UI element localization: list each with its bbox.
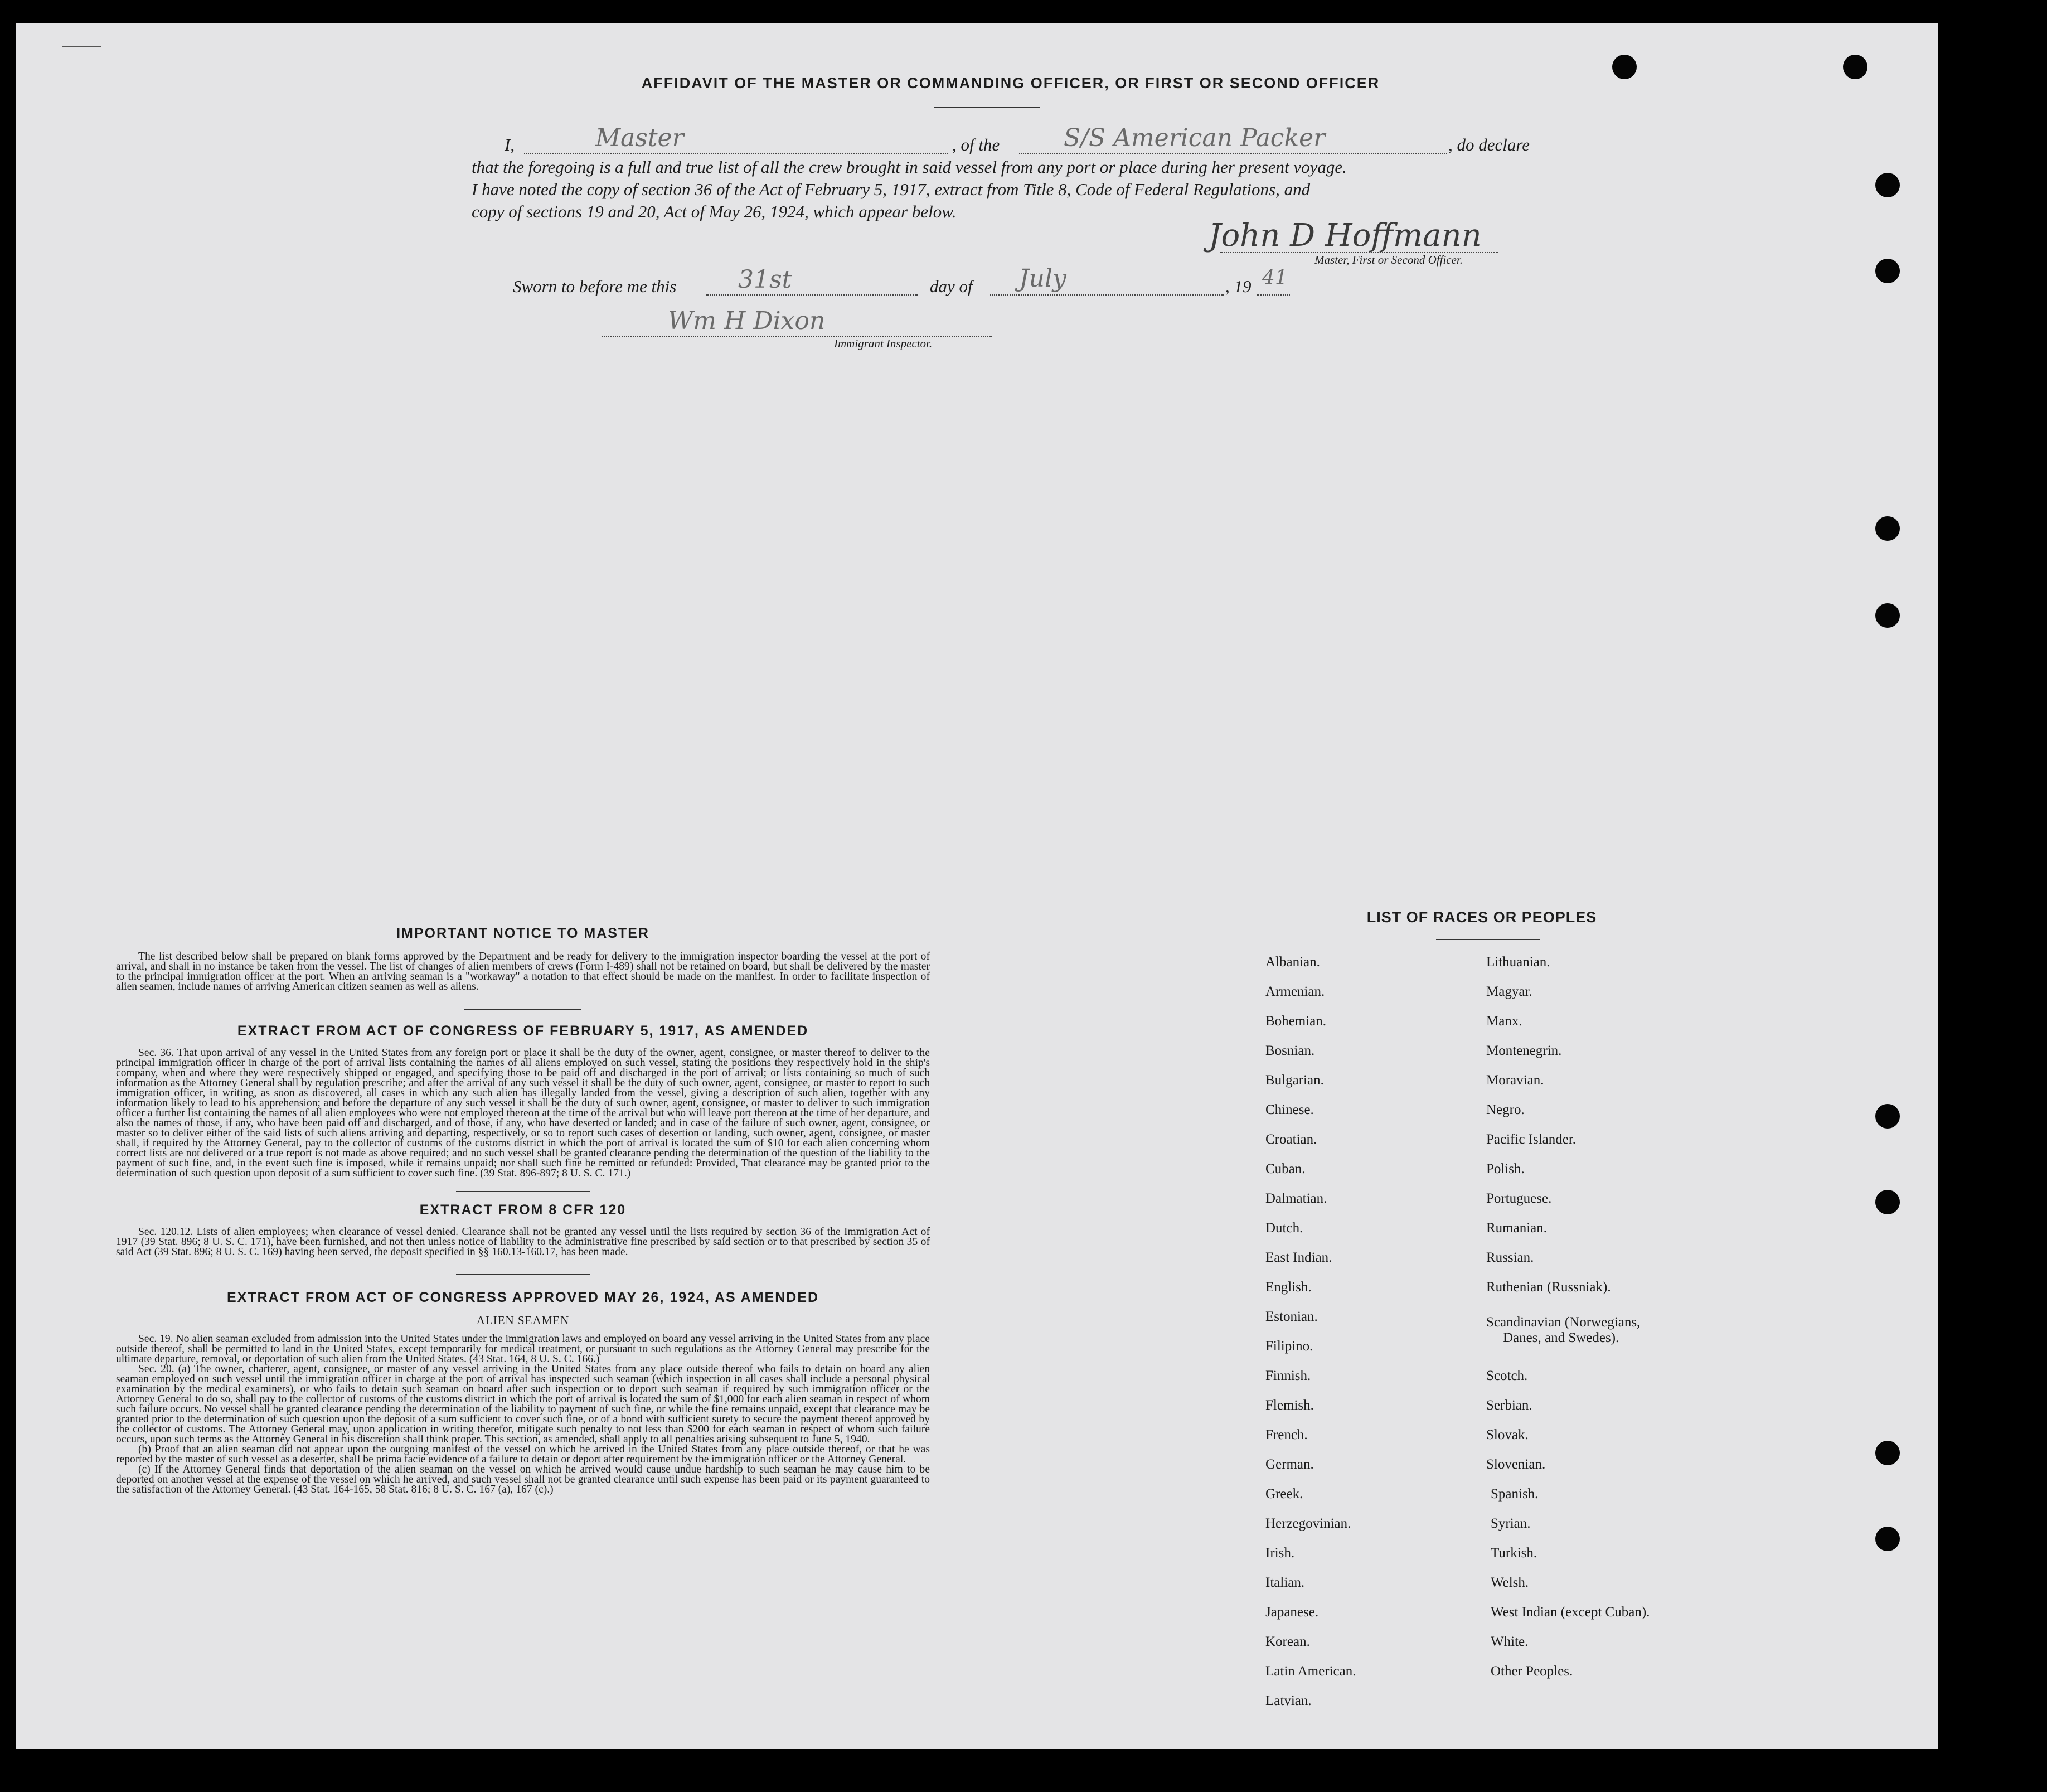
edge-mark: [62, 46, 101, 47]
race-item: English.: [1265, 1280, 1312, 1295]
race-item: Magyar.: [1486, 984, 1532, 999]
race-item: Bosnian.: [1265, 1043, 1315, 1058]
punch-hole: [1843, 55, 1867, 79]
extract-1917-title: EXTRACT FROM ACT OF CONGRESS OF FEBRUARY 5, 1917, AS AMENDED: [237, 1023, 809, 1039]
day-of-label: day of: [930, 277, 973, 296]
race-item: Cuban.: [1265, 1161, 1306, 1176]
form-sheet: [16, 23, 1938, 1749]
race-item: Dalmatian.: [1265, 1191, 1327, 1206]
punch-hole: [1875, 259, 1900, 283]
section-rule: [456, 1274, 590, 1275]
races-title-rule: [1436, 939, 1540, 940]
race-item: Lithuanian.: [1486, 955, 1550, 970]
race-item: Greek.: [1265, 1486, 1303, 1502]
race-item: Finnish.: [1265, 1368, 1311, 1383]
master-signature: John D Hoffmann: [1209, 217, 1482, 254]
races-title: LIST OF RACES OR PEOPLES: [1366, 909, 1597, 926]
race-item: Bohemian.: [1265, 1014, 1327, 1029]
race-item: Spanish.: [1491, 1486, 1539, 1502]
notice-title: IMPORTANT NOTICE TO MASTER: [396, 926, 649, 941]
race-item: Korean.: [1265, 1634, 1310, 1649]
race-item: Albanian.: [1265, 955, 1320, 970]
punch-hole: [1875, 173, 1900, 197]
race-item: Slovenian.: [1486, 1457, 1546, 1472]
race-item: Rumanian.: [1486, 1221, 1548, 1236]
race-item: Turkish.: [1491, 1546, 1537, 1561]
punch-hole: [1875, 1190, 1900, 1214]
handwritten-vessel: S/S American Packer: [1064, 124, 1326, 152]
race-item: Other Peoples.: [1491, 1664, 1573, 1679]
punch-hole: [1875, 1527, 1900, 1551]
race-item: Danes, and Swedes).: [1503, 1330, 1619, 1345]
race-item: Scotch.: [1486, 1368, 1528, 1383]
punch-hole: [1612, 55, 1637, 79]
affidavit-i-label: I,: [505, 135, 515, 154]
extract-cfr-body: Sec. 120.12. Lists of alien employees; when clearance of vessel denied. Clearance shall not be granted any vessel until the lists required by section 36 of the Immigration Act of 1917 (39 Stat. 896; 8 U. S. C. 171), have been furnished, and not then unless notice of liability to the administrative fine prescribed by said section or to that prescribed by section 35 of said Act (39 Stat. 896; 8 U. S. C. 169) having been served, the deposit specified in §§ 160.13-160.17, has been made.: [116, 1226, 930, 1258]
extract-1924-title: EXTRACT FROM ACT OF CONGRESS APPROVED MAY 26, 1924, AS AMENDED: [226, 1290, 819, 1305]
race-item: Polish.: [1486, 1161, 1525, 1176]
race-item: Slovak.: [1486, 1427, 1529, 1442]
handwritten-name: Master: [595, 124, 684, 152]
race-item: Russian.: [1486, 1250, 1534, 1265]
race-item: German.: [1265, 1457, 1314, 1472]
name-line: [524, 153, 948, 154]
notice-body: The list described below shall be prepared on blank forms approved by the Department and be ready for delivery to the immigration inspector boarding the vessel at the port of arrival, and shall in no instance be taken from the vessel. The list of changes of alien members of crews (Form I-489) shall not be retained on board, but shall be delivered by the master to the principal immigration officer at the port. When an arriving seaman is a "workaway" a notation to that effect should be made on the manifest. In order to facilitate inspection of alien seamen, include names of arriving American citizen seamen as well as aliens.: [116, 951, 930, 992]
sec-20a-body: Sec. 20. (a) The owner, charterer, agent, consignee, or master of any vessel arriving in the United States from any place outside thereof who fails to detain on board any alien seaman employed on such vessel until the immigration officer in charge at the port of arrival has inspected such seaman (which inspection in all cases shall include a personal physical examination by the medical examiners), or who fails to detain such seaman on board after such inspection or to deport such seaman if required by such immigration officer or the Attorney General to do so, shall pay to the collector of customs of the customs district in which the port of arrival is located the sum of $1,000 for each alien seaman in respect of whom such failure occurs. No vessel shall be granted clearance pending the determination of the liability to payment of such fine, or while the fine remains unpaid, except that clearance may be granted prior to the determination of such question upon the deposit of a sum sufficient to cover such fine, or of a bond with sufficient surety to secure the payment thereof approved by the collector of customs. The Attorney General may, upon application in writing therefor, mitigate such penalty to not less than $200 for each seaman in respect of whom such failure occurs, upon such terms as the Attorney General in his discretion shall think proper. This section, as amended, shall apply to all penalties arising subsequent to June 5, 1940.: [116, 1363, 930, 1445]
race-item: Bulgarian.: [1265, 1073, 1324, 1088]
race-item: Ruthenian (Russniak).: [1486, 1280, 1611, 1295]
do-declare-label: , do declare: [1448, 135, 1530, 154]
sworn-label: Sworn to before me this: [513, 277, 677, 296]
race-item: Irish.: [1265, 1546, 1295, 1561]
year-prefix: , 19: [1225, 277, 1252, 296]
race-item: Moravian.: [1486, 1073, 1544, 1088]
year-line: [1257, 294, 1290, 296]
affidavit-line-4: copy of sections 19 and 20, Act of May 26, 1924, which appear below.: [472, 202, 957, 221]
inspector-caption: Immigrant Inspector.: [834, 337, 933, 350]
of-the-label: , of the: [952, 135, 1000, 154]
race-item: Scandinavian (Norwegians,: [1486, 1315, 1641, 1330]
race-item: Flemish.: [1265, 1398, 1314, 1413]
race-item: Pacific Islander.: [1486, 1132, 1577, 1147]
race-item: Serbian.: [1486, 1398, 1532, 1413]
extract-cfr-title: EXTRACT FROM 8 CFR 120: [419, 1202, 627, 1218]
punch-hole: [1875, 603, 1900, 628]
vessel-line: [1019, 153, 1447, 154]
race-item: West Indian (except Cuban).: [1491, 1605, 1650, 1620]
race-item: Dutch.: [1265, 1221, 1303, 1236]
sworn-day-line: [706, 294, 918, 296]
race-item: Portuguese.: [1486, 1191, 1552, 1206]
race-item: Croatian.: [1265, 1132, 1317, 1147]
race-item: French.: [1265, 1427, 1308, 1442]
race-item: Welsh.: [1491, 1575, 1529, 1590]
race-item: White.: [1491, 1634, 1529, 1649]
race-item: Negro.: [1486, 1102, 1525, 1117]
sec-20c-body: (c) If the Attorney General finds that deportation of the alien seaman on the vessel on which he arrived would cause undue hardship to such seaman he may cause him to be deported on another vessel at the expense of the vessel on which he arrived, and such vessel shall not be granted clearance until such expense has been paid or its payment guaranteed to the satisfaction of the Attorney General. (43 Stat. 164-165, 58 Stat. 816; 8 U. S. C. 167 (a), 167 (c).): [116, 1464, 930, 1495]
race-item: Syrian.: [1491, 1516, 1531, 1531]
race-item: Montenegrin.: [1486, 1043, 1562, 1058]
race-item: Manx.: [1486, 1014, 1522, 1029]
extract-1917-body: Sec. 36. That upon arrival of any vessel in the United States from any foreign port or place it shall be the duty of the owner, agent, consignee, or master thereof to deliver to the principal immigration officer in charge of the port of arrival lists containing the names of all aliens employed on such vessel, stating the positions they respectively hold in the ship's company, when and where they were respectively shipped or engaged, and specifying those to be paid off and discharged in the port of arrival; or lists containing so much of such information as the Attorney General shall by regulation prescribe; and after the arrival of any such vessel it shall be the duty of such owner, agent, consignee, or master to report to such immigration officer, in writing, as soon as discovered, all cases in which any such alien has illegally landed from the vessel, giving a description of such alien, together with any information likely to lead to his apprehension; and before the departure of any such vessel it shall be the duty of such owner, agent, consignee, or master to deliver to such immigration officer a further list containing the names of all alien employees who were not employed thereon at the time of the arrival but who will leave port thereon at the time of her departure, and also the names of those, if any, who have been paid off and discharged, and of those, if any, who have deserted or landed; and in case of the failure of such owner, agent, consignee, or master so to deliver either of the said lists of such aliens arriving and departing, respectively, or so to report such cases of desertion or landing, such owner, agent, consignee, or master shall, if required by the Attorney General, pay to the collector of customs of the customs district in which the port of arrival is located the sum of $10 for each alien concerning whom correct lists are not delivered or a true report is not made as above required; and no such vessel shall be granted clearance pending the determination of the question of the liability to the payment of such fine, and, in the event such fine is imposed, while it remains unpaid; nor shall such fine be remitted or refunded: Provided, That clearance may be granted prior to the determination of such question upon deposit of a sum sufficient to cover such fine. (39 Stat. 896-897; 8 U. S. C. 171.): [116, 1047, 930, 1179]
section-rule: [464, 1009, 581, 1010]
affidavit-line-3: I have noted the copy of section 36 of the Act of February 5, 1917, extract from Title 8, Code of Federal Regulations, and: [472, 180, 1311, 199]
sec-20b-body: (b) Proof that an alien seaman did not appear upon the outgoing manifest of the vessel on which he arrived in the United States from any place outside thereof, or that he was reported by the master of such vessel as a deserter, shall be prima facie evidence of a failure to detain or deport after requirement by the immigration officer or the Attorney General.: [116, 1444, 930, 1465]
sec-19-body: Sec. 19. No alien seaman excluded from admission into the United States under the immigration laws and employed on board any vessel arriving in the United States from any place outside thereof, shall be permitted to land in the United States, except temporarily for medical treatment, or pursuant to such regulations as the Attorney General may prescribe for the ultimate departure, removal, or deportation of such alien from the United States. (43 Stat. 164, 8 U. S. C. 166.): [116, 1333, 930, 1365]
legal-notices: [116, 926, 930, 1495]
race-item: Armenian.: [1265, 984, 1325, 999]
handwritten-month: July: [1019, 264, 1066, 293]
punch-hole: [1875, 1104, 1900, 1129]
handwritten-day: 31st: [738, 265, 792, 294]
race-item: Chinese.: [1265, 1102, 1314, 1117]
affidavit-title: AFFIDAVIT OF THE MASTER OR COMMANDING OFFICER, OR FIRST OR SECOND OFFICER: [641, 75, 1380, 91]
race-item: Latin American.: [1265, 1664, 1356, 1679]
race-item: Italian.: [1265, 1575, 1305, 1590]
handwritten-year: 41: [1262, 267, 1288, 289]
title-rule: [934, 107, 1040, 108]
race-item: Latvian.: [1265, 1693, 1312, 1708]
signature-caption: Master, First or Second Officer.: [1314, 253, 1463, 267]
race-item: Herzegovinian.: [1265, 1516, 1351, 1531]
affidavit-line-2: that the foregoing is a full and true list of all the crew brought in said vessel from any port or place during her present voyage.: [472, 157, 1347, 177]
section-rule: [456, 1191, 590, 1192]
inspector-line: [602, 336, 992, 337]
race-item: East Indian.: [1265, 1250, 1332, 1265]
alien-seamen-subtitle: ALIEN SEAMEN: [476, 1314, 570, 1327]
punch-hole: [1875, 1441, 1900, 1465]
sworn-month-line: [990, 294, 1224, 296]
race-item: Estonian.: [1265, 1309, 1318, 1324]
race-item: Filipino.: [1265, 1339, 1313, 1354]
race-item: Japanese.: [1265, 1605, 1319, 1620]
inspector-signature: Wm H Dixon: [668, 307, 826, 335]
punch-hole: [1875, 516, 1900, 541]
